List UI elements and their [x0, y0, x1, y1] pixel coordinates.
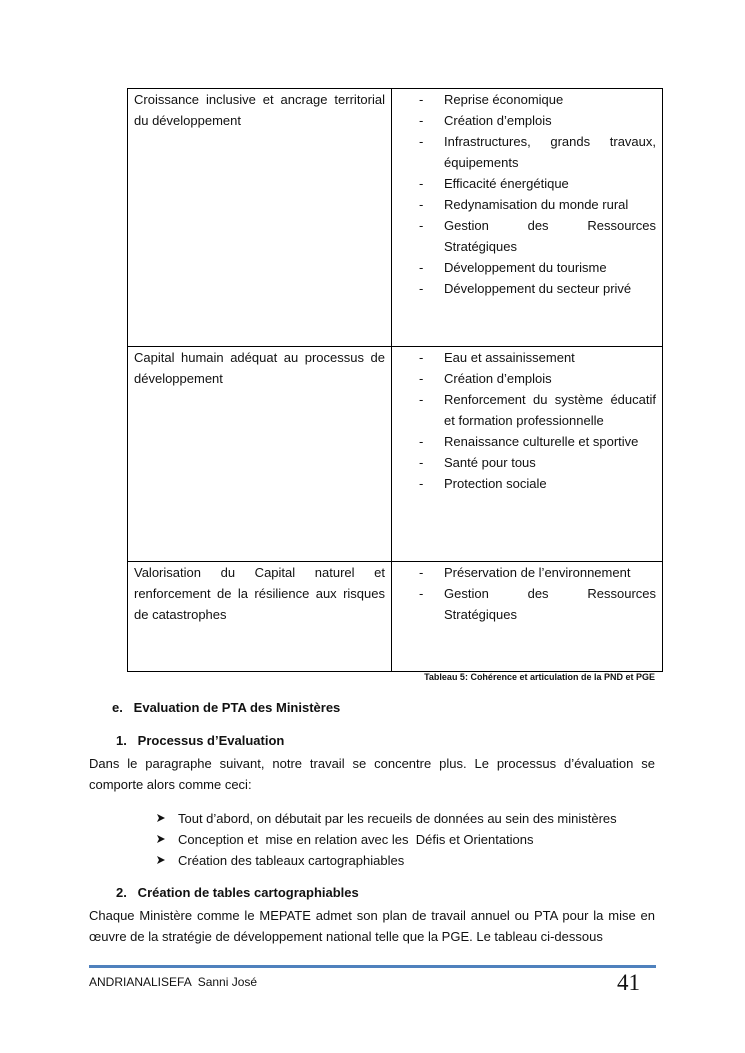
objective-text: Valorisation du Capital naturel et renforcement de la résilience aux risques de catastrophes: [134, 565, 385, 622]
axes-list: [419, 347, 656, 494]
table-cell-objective: [128, 89, 392, 347]
list-item: - Redynamisation du monde rural: [419, 194, 656, 215]
table-caption: Tableau 5: Cohérence et articulation de la PND et PGE: [424, 672, 655, 682]
table-cell-axes: [392, 562, 663, 672]
paragraph-process: Dans le paragraphe suivant, notre travail se concentre plus. Le processus d’évaluation se comporte alors comme ceci:: [89, 756, 655, 792]
objective-text: Capital humain adéquat au processus de développement: [134, 350, 385, 386]
footer-author: ANDRIANALISEFA Sanni José: [89, 975, 258, 989]
list-item: [156, 829, 617, 850]
arrow-bullet-icon: [156, 813, 166, 823]
list-item: - Santé pour tous: [419, 452, 656, 473]
arrow-bullet-icon: [156, 834, 166, 844]
process-steps-list: [156, 808, 617, 871]
subsection-heading-2: 2. Création de tables cartographiables: [116, 885, 359, 900]
list-item: - Préservation de l’environnement: [419, 562, 656, 583]
list-item: - Renforcement du système éducatif et formation professionnelle: [419, 389, 656, 431]
objective-text: Croissance inclusive et ancrage territorial du développement: [134, 92, 385, 128]
list-item: - Infrastructures, grands travaux, équipements: [419, 131, 656, 173]
step-text: Conception et mise en relation avec les Défis et Orientations: [178, 832, 534, 847]
list-item: - Eau et assainissement: [419, 347, 656, 368]
table-cell-objective: [128, 347, 392, 562]
table-row: [128, 347, 663, 562]
footer-rule: [89, 965, 656, 968]
step-text: Tout d’abord, on débutait par les recueils de données au sein des ministères: [178, 811, 617, 826]
step-text: Création des tableaux cartographiables: [178, 853, 405, 868]
list-item: - Création d’emplois: [419, 368, 656, 389]
coherence-table: [127, 88, 663, 672]
subsection-heading-1: 1. Processus d’Evaluation: [116, 733, 285, 748]
table-cell-objective: [128, 562, 392, 672]
list-item: - Protection sociale: [419, 473, 656, 494]
paragraph-tables: Chaque Ministère comme le MEPATE admet son plan de travail annuel ou PTA pour la mise en œuvre de la stratégie de développement national telle que la PGE. Le tableau ci-dessous: [89, 908, 655, 944]
table-cell-axes: [392, 347, 663, 562]
table-cell-axes: [392, 89, 663, 347]
section-heading-e: e. Evaluation de PTA des Ministères: [112, 700, 341, 715]
list-item: - Création d’emplois: [419, 110, 656, 131]
list-item: [156, 850, 617, 871]
list-item: - Développement du secteur privé: [419, 278, 656, 299]
axes-list: [419, 89, 656, 299]
list-item: - Renaissance culturelle et sportive: [419, 431, 656, 452]
list-item: - Développement du tourisme: [419, 257, 656, 278]
page-number: 41: [617, 970, 640, 995]
table-row: [128, 562, 663, 672]
list-item: [156, 808, 617, 829]
table-row: [128, 89, 663, 347]
list-item: - Gestion des Ressources Stratégiques: [419, 583, 656, 625]
arrow-bullet-icon: [156, 855, 166, 865]
list-item: - Efficacité énergétique: [419, 173, 656, 194]
list-item: - Reprise économique: [419, 89, 656, 110]
axes-list: [419, 562, 656, 625]
list-item: - Gestion des Ressources Stratégiques: [419, 215, 656, 257]
